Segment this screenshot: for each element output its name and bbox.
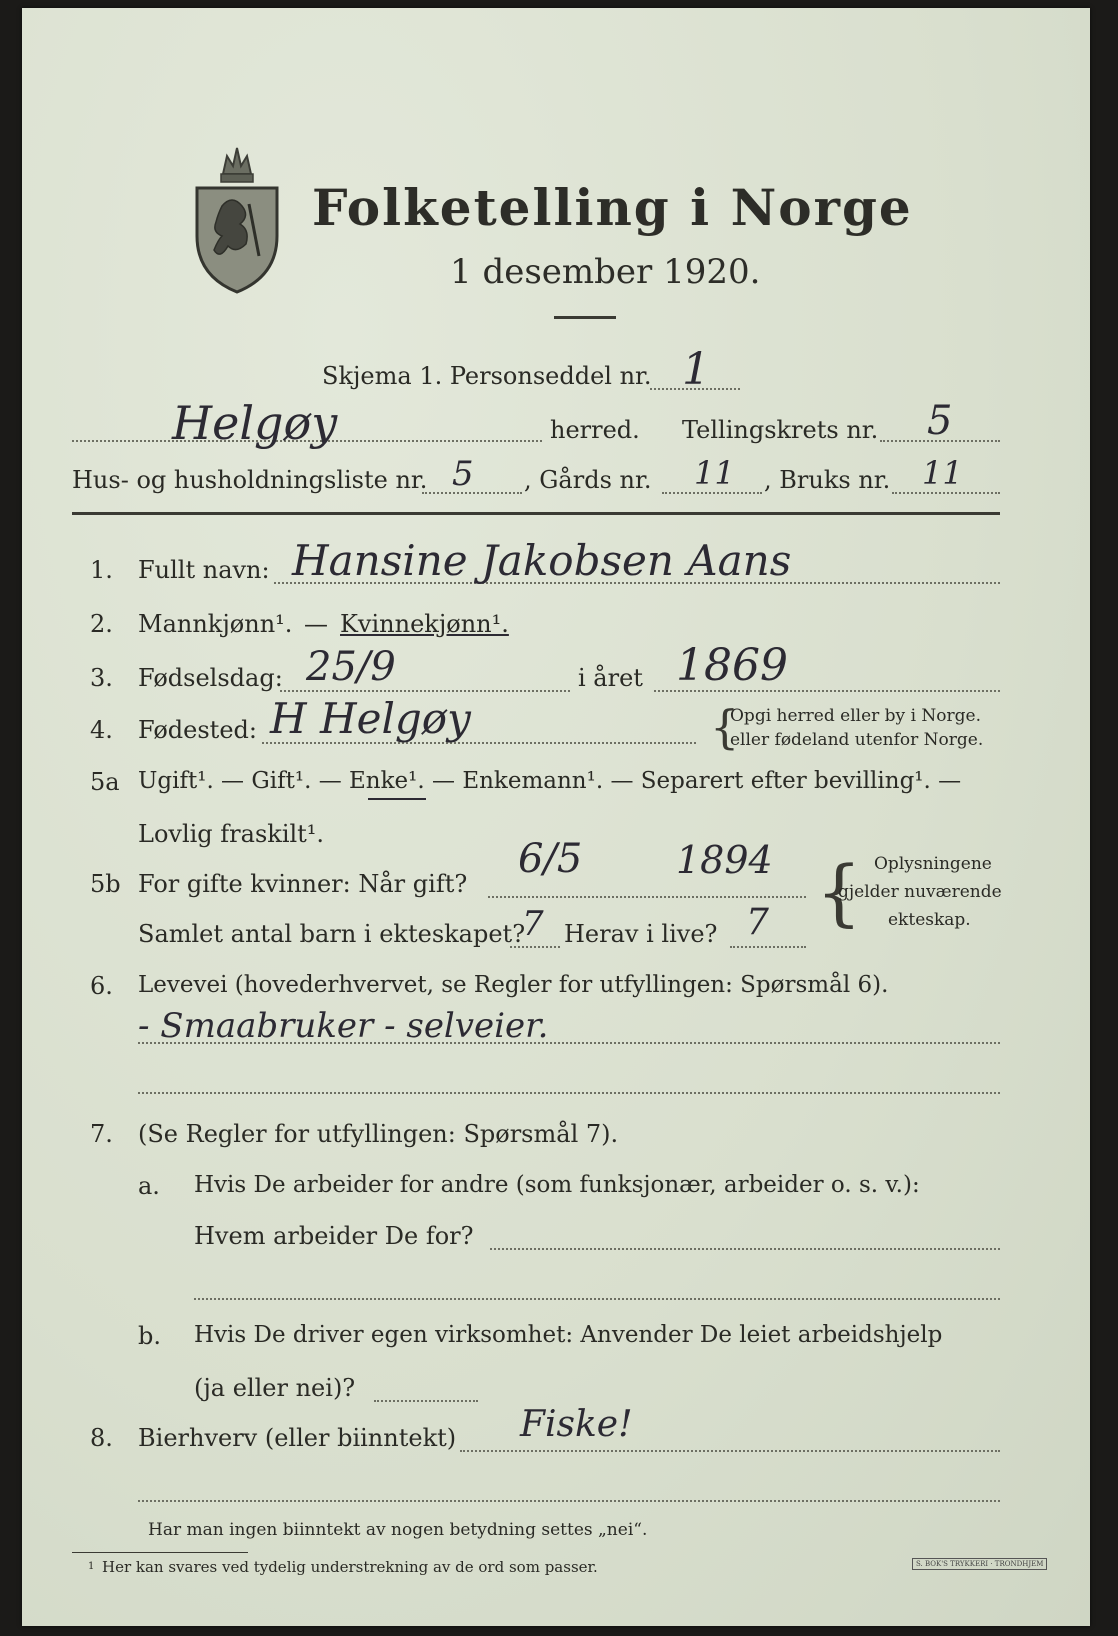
q5b-children-dotted-line (510, 946, 560, 948)
q5b-note-line3: ekteskap. (888, 910, 971, 930)
q5b-marriage-year-value: 1894 (676, 838, 773, 882)
q5b-note-line1: Oplysningene (874, 854, 992, 874)
q3-label: Fødselsdag: (138, 664, 283, 692)
q8-dotted-line-2 (138, 1500, 1000, 1502)
q5a-number: 5a (90, 768, 120, 796)
q6-label: Levevei (hovederhvervet, se Regler for utfyllingen: Spørsmål 6). (138, 972, 889, 998)
q4-note-brace: { (710, 700, 740, 754)
krets-label: Tellingskrets nr. (682, 416, 879, 444)
footnote-rule (72, 1552, 248, 1553)
q8-number: 8. (90, 1424, 113, 1452)
q7b-question: Hvis De driver egen virksomhet: Anvender De leiet arbeidshjelp (194, 1322, 943, 1348)
q5b-marriage-date-value: 6/5 (518, 836, 583, 882)
q7b-answer-label: (ja eller nei)? (194, 1374, 356, 1402)
q3-birthday-value: 25/9 (306, 644, 396, 690)
q8-label: Bierhverv (eller biinntekt) (138, 1424, 457, 1452)
form-title: Folketelling i Norge (312, 178, 913, 237)
q2-number: 2. (90, 610, 113, 638)
printer-stamp: S. BOK'S TRYKKERI · TRONDHJEM (912, 1558, 1047, 1570)
q7a-question: Hvis De arbeider for andre (som funksjonær, arbeider o. s. v.): (194, 1172, 920, 1198)
q4-note-line2: eller fødeland utenfor Norge. (730, 730, 984, 750)
q6-occupation-value: - Smaabruker - selveier. (138, 1006, 549, 1046)
bruks-value: 11 (922, 454, 963, 492)
footer-note: Har man ingen biinntekt av nogen betydning settes „nei“. (148, 1520, 648, 1540)
household-value: 5 (452, 454, 474, 494)
q1-number: 1. (90, 556, 113, 584)
q7a-letter: a. (138, 1172, 160, 1200)
header-rule (72, 512, 1000, 515)
q5b-label: For gifte kvinner: Når gift? (138, 870, 468, 898)
q2-male-option: Mannkjønn¹. (138, 610, 293, 638)
gards-dotted-line (662, 492, 762, 494)
schema-value: 1 (682, 344, 710, 395)
footnote-text: Her kan svares ved tydelig understrekning av de ord som passer. (102, 1558, 598, 1576)
gards-label: , Gårds nr. (524, 466, 652, 494)
q4-label: Fødested: (138, 716, 257, 744)
q5b-children-value: 7 (522, 904, 544, 944)
gards-value: 11 (694, 454, 735, 492)
q8-dotted-line (460, 1450, 1000, 1452)
q7b-letter: b. (138, 1322, 161, 1350)
q1-full-name-value: Hansine Jakobsen Aans (292, 536, 792, 585)
municipality-value: Helgøy (172, 396, 338, 450)
bruks-label: , Bruks nr. (764, 466, 891, 494)
q3-year-value: 1869 (676, 640, 788, 691)
q3-year-label: i året (578, 664, 643, 692)
q7b-dotted-line (374, 1400, 478, 1402)
q5a-marital-options: Ugift¹. — Gift¹. — Enke¹. — Enkemann¹. — Separert efter bevilling¹. — (138, 768, 962, 794)
norwegian-coat-of-arms-icon (187, 136, 287, 296)
krets-value: 5 (927, 398, 953, 444)
q4-birthplace-value: H Helgøy (270, 694, 471, 743)
q5b-alive-label: Herav i live? (564, 920, 718, 948)
form-date: 1 desember 1920. (450, 252, 761, 292)
q8-side-income-value: Fiske! (520, 1404, 633, 1445)
q5a-enke-underline (368, 798, 426, 800)
q1-label: Fullt navn: (138, 556, 270, 584)
q5a-divorced-option: Lovlig fraskilt¹. (138, 820, 325, 848)
q3-dotted-line (280, 690, 570, 692)
q7a-dotted-line-2 (194, 1298, 1000, 1300)
q6-dotted-line-1 (138, 1042, 1000, 1044)
q5b-dotted-line (488, 896, 806, 898)
q4-number: 4. (90, 716, 113, 744)
q7-label: (Se Regler for utfyllingen: Spørsmål 7). (138, 1120, 619, 1148)
title-divider (554, 316, 616, 319)
q5b-children-label: Samlet antal barn i ekteskapet? (138, 920, 526, 948)
q2-dash: — (304, 610, 328, 638)
household-list-label: Hus- og husholdningsliste nr. (72, 466, 428, 494)
q7a-employer-dotted-line (490, 1248, 1000, 1250)
census-form-sheet (22, 8, 1090, 1626)
q6-dotted-line-2 (138, 1092, 1000, 1094)
footnote-mark: 1 (88, 1561, 95, 1572)
q4-note-line1: Opgi herred eller by i Norge. (730, 706, 981, 726)
q2-female-option-underlined: Kvinnekjønn¹. (340, 610, 509, 638)
q6-number: 6. (90, 972, 113, 1000)
q5b-alive-dotted-line (730, 946, 806, 948)
q5b-note-line2: gjelder nuværende (838, 882, 1002, 902)
q5b-note-brace: { (816, 850, 862, 934)
bruks-dotted-line (892, 492, 1000, 494)
q5b-alive-value: 7 (746, 902, 769, 943)
q3-number: 3. (90, 664, 113, 692)
herred-label: herred. (550, 416, 640, 444)
schema-label: Skjema 1. Personseddel nr. (322, 362, 652, 390)
q7-number: 7. (90, 1120, 113, 1148)
q7a-employer-label: Hvem arbeider De for? (194, 1222, 474, 1250)
q5b-number: 5b (90, 870, 121, 898)
